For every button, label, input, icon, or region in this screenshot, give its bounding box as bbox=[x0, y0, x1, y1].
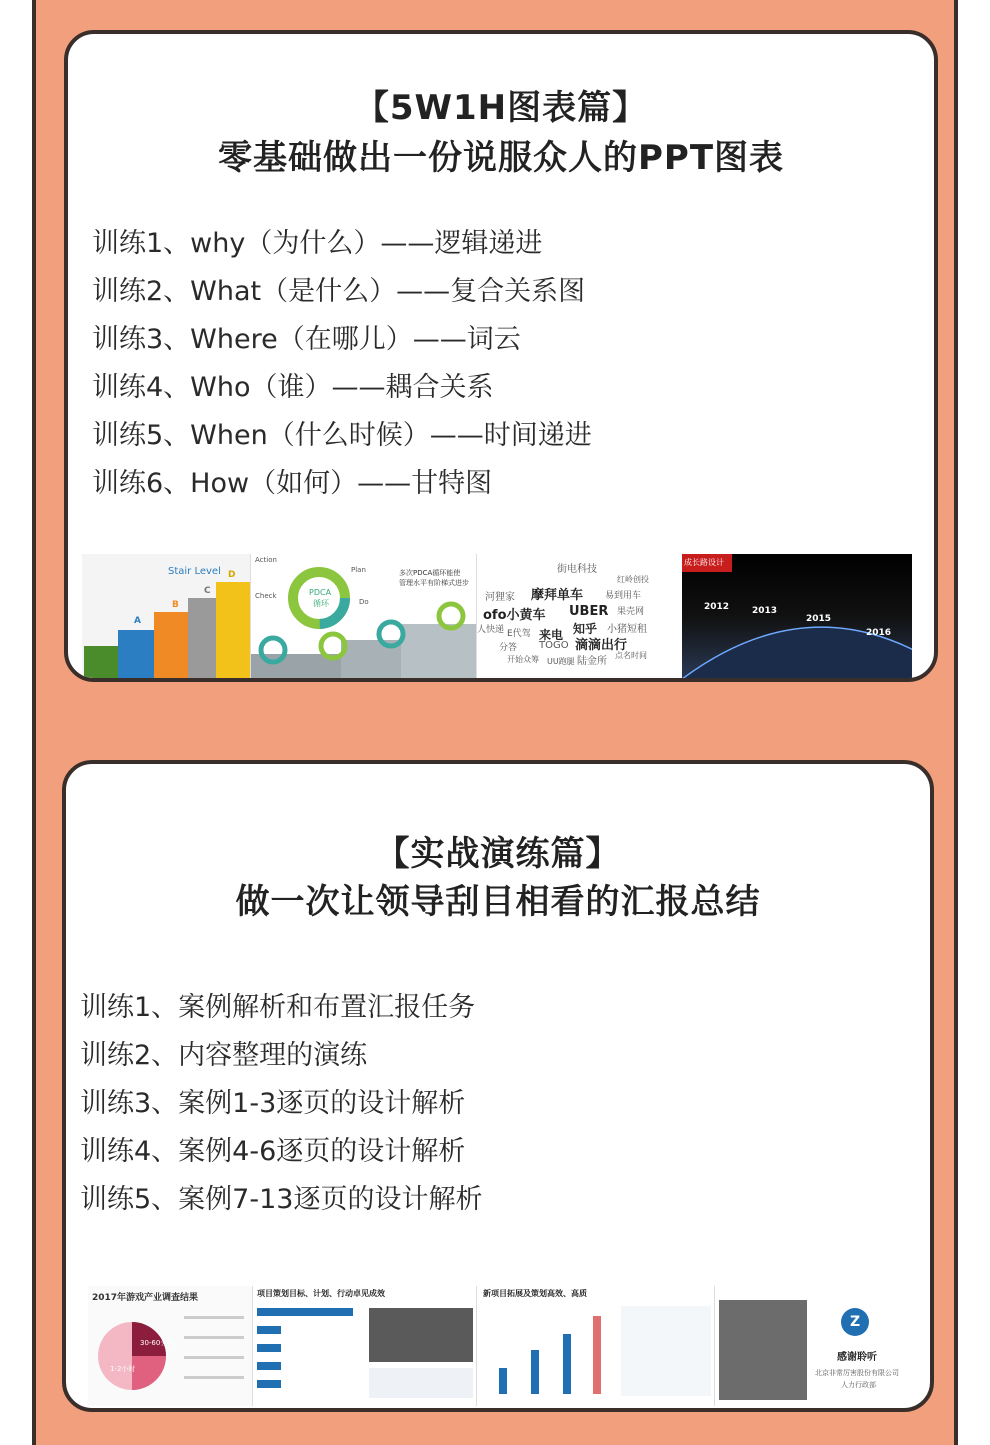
training-item: 训练4、Who（谁）——耦合关系 bbox=[92, 372, 494, 403]
wordcloud-word: UU跑腿 bbox=[547, 657, 575, 666]
stair-label-d: D bbox=[228, 570, 236, 580]
plan-bar bbox=[257, 1380, 281, 1388]
section2-title-line1: 【实战演练篇】 bbox=[375, 834, 621, 874]
wordcloud-word: 人快递 bbox=[477, 625, 505, 635]
training-item: 训练2、What（是什么）——复合关系图 bbox=[92, 276, 586, 307]
timeline-arc bbox=[682, 554, 912, 680]
section2-title-line2: 做一次让领导刮目相看的汇报总结 bbox=[235, 882, 761, 922]
pie-slice-label: 1-2小时 bbox=[110, 1365, 136, 1373]
thanks-text: 感谢聆听 bbox=[837, 1352, 877, 1363]
thumb-wordcloud bbox=[476, 554, 682, 680]
plan-text-block bbox=[369, 1368, 473, 1398]
wordcloud-word: 红岭创投 bbox=[617, 575, 649, 584]
wordcloud-word: 摩拜单车 bbox=[531, 588, 584, 603]
thanks-photo bbox=[719, 1300, 807, 1400]
thumb-stair-level bbox=[82, 554, 250, 680]
wordcloud-word: 知乎 bbox=[573, 622, 598, 636]
barchart-bar bbox=[499, 1368, 507, 1394]
plan-bar bbox=[257, 1362, 281, 1370]
pdca-caption: 多次PDCA循环能使 bbox=[399, 569, 461, 577]
thumb-thanks bbox=[714, 1286, 908, 1406]
timeline-year: 2015 bbox=[806, 614, 832, 624]
section1-thumbnail-strip bbox=[82, 554, 912, 680]
thumb-pdca bbox=[250, 554, 476, 680]
barchart-title: 新项目拓展及策划高效、高质 bbox=[483, 1289, 587, 1298]
wordcloud-word: 来电 bbox=[539, 628, 564, 642]
stair-label-a: A bbox=[134, 616, 141, 626]
training-item: 训练1、案例解析和布置汇报任务 bbox=[80, 992, 476, 1023]
wordcloud-word: 陆金所 bbox=[577, 656, 607, 667]
wordcloud-word: ofo小黄车 bbox=[483, 608, 546, 623]
pie-title: 2017年游戏产业调查结果 bbox=[92, 1293, 199, 1303]
plan-bar bbox=[257, 1326, 281, 1334]
section2-thumbnail-strip bbox=[88, 1286, 908, 1406]
timeline-year: 2012 bbox=[704, 602, 730, 612]
section1-title-line2: 零基础做出一份说服众人的PPT图表 bbox=[217, 138, 785, 178]
pdca-label-action: Action bbox=[255, 556, 277, 564]
section-card-practice bbox=[62, 760, 934, 1412]
stair-label-c: C bbox=[204, 586, 211, 596]
training-item: 训练5、When（什么时候）——时间递进 bbox=[92, 420, 592, 451]
section-card-5w1h bbox=[64, 30, 938, 682]
wordcloud-word: 滴滴出行 bbox=[575, 638, 628, 653]
stair-label-b: B bbox=[172, 600, 179, 610]
thumb-barchart bbox=[476, 1286, 714, 1406]
plan-photo bbox=[369, 1308, 473, 1362]
wordcloud-word: 易到用车 bbox=[605, 591, 642, 601]
training-item: 训练2、内容整理的演练 bbox=[80, 1040, 368, 1071]
thanks-logo: Z bbox=[850, 1314, 861, 1330]
plan-bar bbox=[257, 1344, 281, 1352]
section1-title-line1: 【5W1H图表篇】 bbox=[354, 88, 648, 128]
thanks-company: 北京非常厉害股份有限公司 bbox=[815, 1369, 899, 1377]
timeline-header: 成长路设计 bbox=[684, 558, 724, 567]
training-item: 训练5、案例7-13逐页的设计解析 bbox=[80, 1184, 483, 1215]
wordcloud-word: E代驾 bbox=[507, 629, 531, 639]
wordcloud-word: 分答 bbox=[499, 643, 518, 653]
thanks-dept: 人力行政部 bbox=[841, 1381, 876, 1389]
pie-slice-label: 30-60分钟 bbox=[140, 1339, 175, 1347]
training-item: 训练3、Where（在哪儿）——词云 bbox=[92, 324, 521, 355]
wordcloud-word: 街电科技 bbox=[557, 564, 597, 575]
section2-training-list bbox=[80, 984, 482, 1224]
thumb-plan bbox=[252, 1286, 476, 1406]
wordcloud-word: UBER bbox=[569, 604, 609, 619]
wordcloud-word: 点名时间 bbox=[615, 651, 647, 660]
plan-bar bbox=[257, 1308, 353, 1316]
barchart-notes bbox=[621, 1306, 711, 1396]
wordcloud-word: 开始众筹 bbox=[507, 655, 539, 664]
thumb-timeline bbox=[682, 554, 912, 680]
barchart-bar bbox=[563, 1334, 571, 1394]
timeline-year: 2016 bbox=[866, 628, 892, 638]
pdca-center-sub: 循环 bbox=[313, 599, 329, 608]
wordcloud-word: 河狸家 bbox=[485, 592, 515, 603]
training-item: 训练4、案例4-6逐页的设计解析 bbox=[80, 1136, 466, 1167]
stair-title: Stair Level bbox=[168, 566, 221, 577]
training-item: 训练6、How（如何）——甘特图 bbox=[92, 468, 493, 499]
wordcloud-word: 小猪短租 bbox=[607, 624, 647, 635]
plan-title: 项目策划目标、计划、行动卓见成效 bbox=[257, 1289, 385, 1298]
training-item: 训练3、案例1-3逐页的设计解析 bbox=[80, 1088, 466, 1119]
stair-step-d bbox=[216, 582, 250, 680]
timeline-year: 2013 bbox=[752, 606, 778, 616]
training-item: 训练1、why（为什么）——逻辑递进 bbox=[92, 228, 543, 259]
thumb-pie bbox=[88, 1286, 252, 1406]
wordcloud-word: 果壳网 bbox=[617, 607, 645, 617]
wordcloud-word: TOGO bbox=[539, 640, 569, 651]
pdca-caption2: 管理水平有阶梯式进步 bbox=[399, 579, 469, 587]
pdca-center: PDCA bbox=[309, 588, 332, 597]
section1-training-list bbox=[92, 220, 592, 508]
pdca-label-do: Do bbox=[359, 598, 369, 606]
barchart-bar bbox=[531, 1350, 539, 1394]
pdca-label-check: Check bbox=[255, 592, 277, 600]
pdca-label-plan: Plan bbox=[351, 566, 366, 574]
barchart-bar bbox=[593, 1316, 601, 1394]
